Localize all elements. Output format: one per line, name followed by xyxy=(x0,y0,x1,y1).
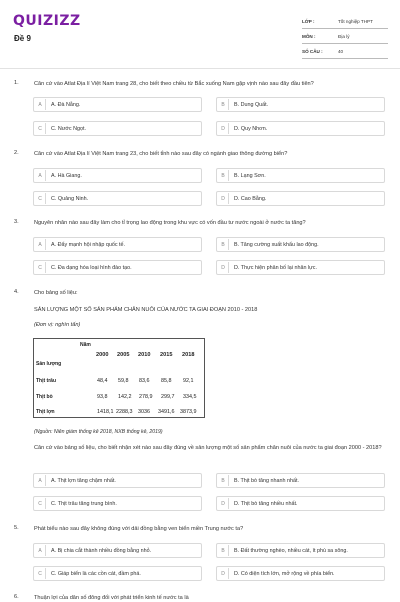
quizizz-logo: QUIZIZZ xyxy=(13,13,81,29)
option-d[interactable] xyxy=(216,566,385,581)
option-b[interactable] xyxy=(216,473,385,488)
option-letter: C xyxy=(35,193,46,204)
data-table xyxy=(33,338,205,418)
option-letter: C xyxy=(35,123,46,134)
option-text: C. Giáp biển là các cồn cát, đầm phá. xyxy=(51,570,141,577)
option-letter: B xyxy=(218,239,229,250)
option-text: A. Thịt lợn tăng chậm nhất. xyxy=(51,477,116,484)
question-text: Nguyên nhân nào sau đây làm cho tỉ trọng lao động trong khu vực có vốn đầu tư nước ngoài ở nước ta tăng? xyxy=(34,220,306,226)
exam-meta xyxy=(302,14,388,59)
meta-label: LỚP : xyxy=(302,18,315,24)
table-year: 2010 xyxy=(138,352,151,358)
table-cell: 299,7 xyxy=(161,394,175,400)
data-source-note: (Nguồn: Niên giám thống kê 2018, NXB thống kê, 2019) xyxy=(34,429,163,435)
option-b[interactable] xyxy=(216,97,385,112)
table-cell: 3036 xyxy=(138,409,150,415)
option-letter: D xyxy=(218,498,229,509)
option-a[interactable] xyxy=(33,473,202,488)
option-text: C. Thịt trâu tăng trung bình. xyxy=(51,500,117,507)
table-cell: 1418,1 xyxy=(97,409,114,415)
header-divider xyxy=(0,68,400,69)
option-letter: B xyxy=(218,545,229,556)
meta-row-count xyxy=(302,44,388,59)
option-letter: D xyxy=(218,262,229,273)
question-number: 6. xyxy=(14,594,19,600)
option-letter: A xyxy=(35,545,46,556)
option-letter: D xyxy=(218,568,229,579)
table-row-label: Thịt bò xyxy=(36,394,53,400)
table-cell: 92,1 xyxy=(183,378,194,384)
option-letter: C xyxy=(35,262,46,273)
table-row-label: Thịt trâu xyxy=(36,378,56,384)
exam-title: Đề 9 xyxy=(14,34,31,43)
option-d[interactable] xyxy=(216,260,385,275)
option-c[interactable] xyxy=(33,191,202,206)
option-text: B. Thịt bò tăng nhanh nhất. xyxy=(234,477,299,484)
option-text: D. Thực hiện phân bố lại nhân lực. xyxy=(234,264,317,271)
question-text: Căn cứ vào Atlat Địa lí Việt Nam trang 23, cho biết tỉnh nào sau đây có ngành giao thông đường biển? xyxy=(34,151,288,157)
option-letter: C xyxy=(35,568,46,579)
table-cell: 334,5 xyxy=(183,394,197,400)
option-letter: B xyxy=(218,99,229,110)
option-text: C. Nước Ngọt. xyxy=(51,125,87,132)
table-year: 2018 xyxy=(182,352,195,358)
option-letter: A xyxy=(35,170,46,181)
option-a[interactable] xyxy=(33,543,202,558)
option-text: A. Bị chia cắt thành nhiều đồng bằng nhỏ. xyxy=(51,547,152,554)
question-text: Thuận lợi của dân số đông đối với phát triển kinh tế nước ta là xyxy=(34,595,189,601)
table-row-header: Sản lượng xyxy=(36,361,62,367)
option-text: A. Đà Nẵng. xyxy=(51,101,81,108)
table-row-label: Thịt lợn xyxy=(36,409,55,415)
option-letter: A xyxy=(35,239,46,250)
meta-value: Địa lý xyxy=(338,33,350,39)
option-a[interactable] xyxy=(33,168,202,183)
option-letter: D xyxy=(218,193,229,204)
option-text: B. Dung Quất. xyxy=(234,101,269,108)
meta-label: MÔN : xyxy=(302,33,316,39)
table-cell: 83,6 xyxy=(139,378,150,384)
option-letter: C xyxy=(35,498,46,509)
option-text: D. Quy Nhơn. xyxy=(234,125,268,132)
option-text: B. Lạng Sơn. xyxy=(234,172,266,179)
option-text: A. Hà Giang. xyxy=(51,172,82,179)
question-number: 2. xyxy=(14,150,19,156)
data-table-title: SẢN LƯỢNG MỘT SỐ SẢN PHẨM CHĂN NUÔI CỦA NƯỚC TA GIAI ĐOẠN 2010 - 2018 xyxy=(34,307,258,313)
option-text: A. Đẩy mạnh hội nhập quốc tế. xyxy=(51,241,126,248)
table-year: 2005 xyxy=(117,352,130,358)
option-d[interactable] xyxy=(216,121,385,136)
option-c[interactable] xyxy=(33,496,202,511)
option-text: D. Cao Bằng. xyxy=(234,195,267,202)
option-text: B. Đất thường nghèo, nhiều cát, ít phù sa sông. xyxy=(234,547,348,554)
option-text: C. Quảng Ninh. xyxy=(51,195,89,202)
meta-row-class xyxy=(302,14,388,29)
option-letter: A xyxy=(35,99,46,110)
worksheet-header xyxy=(0,0,400,70)
table-cell: 142,2 xyxy=(118,394,132,400)
option-text: C. Đa dạng hóa loại hình đào tạo. xyxy=(51,264,132,271)
table-cell: 3491,6 xyxy=(158,409,175,415)
table-year: 2015 xyxy=(160,352,173,358)
table-year: 2000 xyxy=(96,352,109,358)
question-number: 5. xyxy=(14,525,19,531)
option-d[interactable] xyxy=(216,496,385,511)
data-table-unit: (Đơn vị: nghìn tấn) xyxy=(34,322,81,328)
question-number: 4. xyxy=(14,289,19,295)
option-letter: B xyxy=(218,170,229,181)
table-cell: 278,9 xyxy=(139,394,153,400)
table-cell: 48,4 xyxy=(97,378,108,384)
option-d[interactable] xyxy=(216,191,385,206)
table-col-header: Năm xyxy=(80,342,91,348)
option-c[interactable] xyxy=(33,566,202,581)
table-cell: 59,8 xyxy=(118,378,129,384)
option-letter: A xyxy=(35,475,46,486)
table-cell: 93,8 xyxy=(97,394,108,400)
meta-label: SỐ CÂU : xyxy=(302,48,323,54)
option-c[interactable] xyxy=(33,121,202,136)
option-b[interactable] xyxy=(216,543,385,558)
question-number: 3. xyxy=(14,219,19,225)
question-text: Căn cứ vào Atlat Địa lí Việt Nam trang 28, cho biết theo chiều từ Bắc xuống Nam gặp vịnh nào sau đây đầu tiên? xyxy=(34,81,314,87)
question-text: Phát biểu nào sau đây không đúng với dải đồng bằng ven biển miền Trung nước ta? xyxy=(34,526,244,532)
option-c[interactable] xyxy=(33,260,202,275)
question-number: 1. xyxy=(14,80,19,86)
option-text: D. Thịt bò tăng nhiều nhất. xyxy=(234,500,298,507)
table-cell: 2288,3 xyxy=(116,409,133,415)
option-letter: B xyxy=(218,475,229,486)
table-cell: 3873,9 xyxy=(180,409,197,415)
meta-row-subject xyxy=(302,29,388,44)
option-text: D. Có diện tích lớn, mở rộng về phía biển. xyxy=(234,570,335,577)
option-b[interactable] xyxy=(216,237,385,252)
option-a[interactable] xyxy=(33,97,202,112)
option-text: B. Tăng cường xuất khẩu lao động. xyxy=(234,241,319,248)
table-cell: 85,8 xyxy=(161,378,172,384)
question-prompt: Căn cứ vào bảng số liệu, cho biết nhận xét nào sau đây đúng về sản lượng một số sản phẩm chăn nuôi của nước ta giai đoạn 2000 - 2018? xyxy=(34,445,382,451)
question-text: Cho bảng số liệu: xyxy=(34,290,78,296)
option-letter: D xyxy=(218,123,229,134)
meta-value: 40 xyxy=(338,48,344,54)
meta-value: Tốt nghiệp THPT xyxy=(338,18,373,24)
option-a[interactable] xyxy=(33,237,202,252)
option-b[interactable] xyxy=(216,168,385,183)
